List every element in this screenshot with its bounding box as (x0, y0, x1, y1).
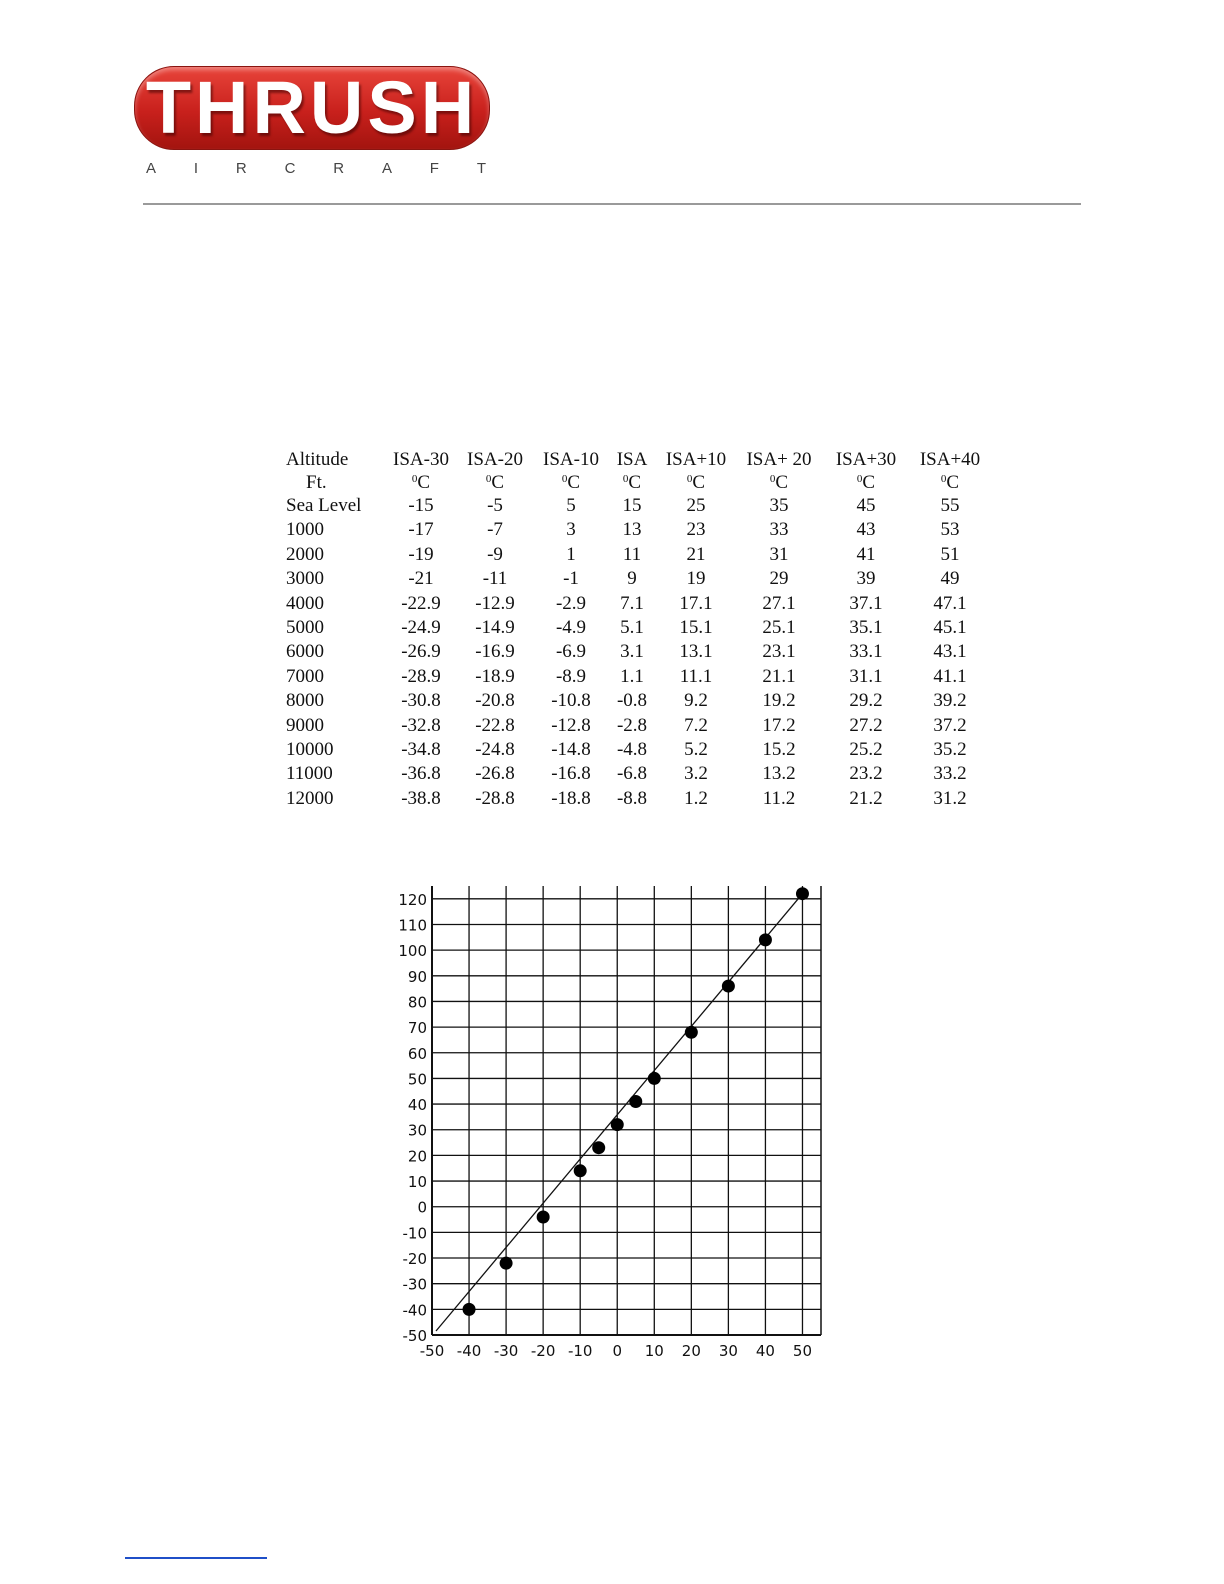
table-cell: 55 (940, 495, 960, 516)
table-cell: 23 (686, 519, 706, 541)
unit-letter: C (946, 472, 960, 493)
table-cell: 5 (566, 495, 576, 516)
table-cell: 25.2 (849, 739, 883, 761)
temperature-conversion-graph (380, 880, 830, 1370)
unit-letter: C (692, 472, 706, 493)
logo-badge (134, 66, 490, 150)
table-cell: 25 (686, 495, 706, 516)
table-cell: -12.8 (551, 714, 591, 736)
temperature-unit (736, 471, 822, 494)
data-point (629, 1095, 642, 1108)
column-header: ISA-30 (393, 449, 449, 470)
table-cell: 1.1 (620, 665, 644, 687)
table-cell: 29.2 (849, 690, 883, 712)
data-point (574, 1164, 587, 1177)
table-cell: -1 (563, 568, 579, 590)
table-cell: -0.8 (616, 690, 648, 712)
table-cell: 37.2 (933, 714, 967, 736)
y-tick-label: -30 (402, 1275, 427, 1294)
table-cell: -2.9 (555, 592, 587, 614)
y-tick-label: 50 (407, 1070, 427, 1089)
table-cell: -4.8 (616, 739, 648, 761)
footer-link-underline (125, 1557, 267, 1559)
x-tick-label: 30 (718, 1342, 738, 1360)
table-cell: 17.1 (679, 592, 713, 614)
table-cell: -21 (408, 568, 434, 590)
table-cell: -20.8 (475, 690, 515, 712)
unit-letter: C (775, 472, 789, 493)
table-cell: -17 (408, 519, 434, 541)
altitude-cell: 4000 (286, 592, 324, 614)
table-cell: 21 (686, 543, 706, 565)
y-tick-label: -50 (402, 1327, 427, 1345)
logo-brand: THRUSH (145, 66, 479, 149)
table-cell: 5.1 (620, 617, 644, 639)
x-tick-label: 40 (755, 1342, 775, 1360)
table-cell: 45 (856, 495, 876, 516)
table-cell: 9 (627, 568, 637, 590)
table-cell: 33 (769, 519, 789, 541)
logo-letter: A (146, 160, 157, 177)
data-point (500, 1257, 513, 1270)
table-cell: 11.2 (762, 787, 796, 809)
table-cell: 13 (622, 519, 642, 541)
table-cell: 1.2 (684, 787, 708, 809)
logo-letter: I (193, 160, 199, 177)
unit-letter: C (567, 472, 581, 493)
altitude-cell: 12000 (286, 787, 334, 809)
degree-sup: 0 (856, 473, 863, 485)
degree-sup: 0 (622, 473, 629, 485)
altitude-cell: 11000 (286, 763, 333, 785)
column-header: Altitude (286, 449, 349, 470)
table-cell: -2.8 (616, 714, 648, 736)
table-cell: 9.2 (684, 690, 708, 712)
table-cell: -22.9 (401, 592, 441, 614)
table-cell: -26.9 (401, 641, 441, 663)
table-cell: -15 (408, 495, 434, 516)
table-cell: -8.9 (555, 665, 587, 687)
table-cell: -30.8 (401, 690, 441, 712)
table-cell: -24.9 (401, 617, 441, 639)
altitude-cell: 7000 (286, 665, 324, 687)
altitude-unit: Ft. (306, 472, 327, 493)
altitude-cell: 1000 (286, 519, 324, 541)
table-cell: -34.8 (401, 739, 441, 761)
column-header: ISA-10 (543, 449, 599, 470)
table-cell: 41 (856, 543, 876, 565)
temperature-unit (910, 471, 990, 494)
table-cell: -14.8 (551, 739, 591, 761)
table-cell: 27.1 (762, 592, 796, 614)
table-cell: 49 (940, 568, 960, 590)
degree-sup: 0 (940, 473, 947, 485)
table-cell: -18.8 (551, 787, 591, 809)
y-tick-label: 90 (407, 967, 427, 986)
logo-letter: A (381, 160, 392, 177)
table-cell: -19 (408, 543, 434, 565)
table-cell: -38.8 (401, 787, 441, 809)
isa-temperature-table (286, 448, 990, 811)
table-cell: -24.8 (475, 739, 515, 761)
altitude-cell: 2000 (286, 543, 324, 565)
table-cell: 15.1 (679, 617, 713, 639)
logo-subtitle (146, 160, 486, 177)
table-row (286, 665, 990, 689)
x-tick-label: -10 (567, 1342, 593, 1360)
x-tick-label: -50 (419, 1342, 445, 1360)
table-row (286, 518, 990, 542)
table-cell: 31 (769, 543, 789, 565)
logo-letter: R (235, 160, 247, 177)
table-cell: 33.2 (933, 763, 967, 785)
table-row (286, 787, 990, 811)
table-cell: -6.9 (555, 641, 587, 663)
table-cell: 13.2 (762, 763, 796, 785)
degree-sup: 0 (769, 473, 776, 485)
table-cell: 3.2 (684, 763, 708, 785)
y-tick-label: 100 (398, 942, 427, 961)
table-cell: 23.2 (849, 763, 883, 785)
table-row (286, 567, 990, 591)
table-cell: 37.1 (849, 592, 883, 614)
column-header: ISA-20 (467, 449, 523, 470)
x-tick-label: -40 (456, 1342, 482, 1360)
table-cell: 47.1 (933, 592, 967, 614)
x-tick-label: 0 (612, 1342, 623, 1360)
table-row (286, 543, 990, 567)
y-tick-label: 0 (417, 1198, 427, 1217)
temperature-unit (456, 471, 534, 494)
table-cell: -12.9 (475, 592, 515, 614)
table-cell: 53 (940, 519, 960, 541)
degree-sup: 0 (561, 473, 568, 485)
y-tick-label: -20 (402, 1250, 427, 1269)
table-cell: -28.9 (401, 665, 441, 687)
table-row (286, 738, 990, 762)
y-tick-label: -10 (402, 1224, 427, 1243)
column-header: ISA+10 (665, 449, 727, 470)
column-header: ISA (616, 449, 648, 470)
table-cell: -26.8 (475, 763, 515, 785)
table-row (286, 494, 990, 518)
altitude-cell: Sea Level (286, 495, 362, 516)
x-tick-label: 20 (681, 1342, 701, 1360)
altitude-cell: 9000 (286, 714, 324, 736)
column-header: ISA+ 20 (746, 449, 812, 470)
table-cell: -14.9 (475, 617, 515, 639)
x-tick-label: 50 (792, 1342, 813, 1360)
altitude-cell: 3000 (286, 568, 324, 590)
table-cell: -4.9 (555, 617, 587, 639)
table-cell: -11 (482, 568, 508, 590)
table-cell: 27.2 (849, 714, 883, 736)
degree-sup: 0 (411, 473, 418, 485)
data-point (537, 1210, 550, 1223)
table-cell: -9 (487, 543, 503, 565)
column-header: ISA+40 (919, 449, 981, 470)
altitude-cell: 8000 (286, 690, 324, 712)
table-cell: 19 (686, 568, 706, 590)
data-point (722, 980, 735, 993)
table-cell: -8.8 (616, 787, 648, 809)
y-tick-label: 80 (407, 993, 427, 1012)
table-cell: 7.2 (684, 714, 708, 736)
unit-row (286, 471, 990, 494)
table-cell: -18.9 (475, 665, 515, 687)
table-cell: 11.1 (679, 665, 713, 687)
table-cell: 21.1 (762, 665, 796, 687)
table-cell: 41.1 (933, 665, 967, 687)
column-header: ISA+30 (835, 449, 897, 470)
y-tick-label: 70 (407, 1019, 427, 1038)
table-cell: 15 (622, 495, 642, 516)
unit-letter: C (491, 472, 505, 493)
logo-letter: F (429, 160, 439, 177)
table-row (286, 714, 990, 738)
temperature-unit (822, 471, 910, 494)
table-cell: 45.1 (933, 617, 967, 639)
unit-letter: C (862, 472, 876, 493)
temperature-unit (608, 471, 656, 494)
table-cell: 13.1 (679, 641, 713, 663)
table-cell: -7 (487, 519, 503, 541)
y-tick-label: 20 (407, 1147, 427, 1166)
logo-letter: R (333, 160, 345, 177)
table-cell: 31.1 (849, 665, 883, 687)
table-cell: 35.2 (933, 739, 967, 761)
data-point (592, 1141, 605, 1154)
table-cell: 23.1 (762, 641, 796, 663)
altitude-cell: 10000 (286, 739, 334, 761)
degree-sup: 0 (485, 473, 492, 485)
table-cell: -32.8 (401, 714, 441, 736)
table-cell: 43 (856, 519, 876, 541)
table-cell: 43.1 (933, 641, 967, 663)
data-point (611, 1118, 624, 1131)
table-cell: 15.2 (762, 739, 796, 761)
table-row (286, 762, 990, 786)
table-cell: -36.8 (401, 763, 441, 785)
table-cell: 3.1 (620, 641, 644, 663)
table-cell: 19.2 (762, 690, 796, 712)
degree-sup: 0 (686, 473, 693, 485)
data-point (648, 1072, 661, 1085)
table-cell: 33.1 (849, 641, 883, 663)
table-cell: 51 (940, 543, 960, 565)
table-cell: -16.8 (551, 763, 591, 785)
header-row (286, 448, 990, 471)
y-tick-label: 110 (398, 916, 427, 935)
table-cell: 17.2 (762, 714, 796, 736)
logo-letter: T (476, 160, 486, 177)
thrush-aircraft-logo (134, 66, 490, 178)
unit-letter: C (417, 472, 431, 493)
table-cell: -28.8 (475, 787, 515, 809)
table-cell: 39 (856, 568, 876, 590)
y-tick-label: 40 (407, 1096, 427, 1115)
y-tick-label: 30 (407, 1121, 427, 1140)
table-cell: -5 (487, 495, 503, 516)
table-cell: 21.2 (849, 787, 883, 809)
table-row (286, 689, 990, 713)
data-point (796, 887, 809, 900)
header-divider (143, 203, 1081, 205)
y-tick-label: 60 (407, 1044, 427, 1063)
table-cell: -10.8 (551, 690, 591, 712)
y-tick-label: 10 (407, 1173, 427, 1192)
table-cell: 11 (622, 543, 642, 565)
y-tick-label: 120 (398, 890, 427, 909)
data-point (759, 933, 772, 946)
conversion-line (436, 894, 802, 1331)
temperature-unit (656, 471, 736, 494)
table-cell: 29 (769, 568, 789, 590)
data-point (463, 1303, 476, 1316)
temperature-unit (534, 471, 608, 494)
table-cell: 1 (566, 543, 576, 565)
table-cell: 31.2 (933, 787, 967, 809)
logo-letter: C (284, 160, 296, 177)
x-tick-label: 10 (644, 1342, 664, 1360)
table-cell: -16.9 (475, 641, 515, 663)
table-cell: -6.8 (616, 763, 648, 785)
table-cell: 35 (769, 495, 789, 516)
x-tick-label: -20 (530, 1342, 556, 1360)
table-cell: 25.1 (762, 617, 796, 639)
table-row (286, 616, 990, 640)
x-tick-label: -30 (493, 1342, 519, 1360)
unit-letter: C (628, 472, 642, 493)
data-point (685, 1026, 698, 1039)
temperature-unit (386, 471, 456, 494)
table-cell: -22.8 (475, 714, 515, 736)
y-tick-label: -40 (402, 1301, 427, 1320)
altitude-cell: 6000 (286, 641, 324, 663)
table-row (286, 592, 990, 616)
table-row (286, 640, 990, 664)
table-cell: 35.1 (849, 617, 883, 639)
table-cell: 39.2 (933, 690, 967, 712)
table-cell: 7.1 (620, 592, 644, 614)
table-cell: 3 (566, 519, 576, 541)
table-cell: 5.2 (684, 739, 708, 761)
altitude-cell: 5000 (286, 617, 324, 639)
